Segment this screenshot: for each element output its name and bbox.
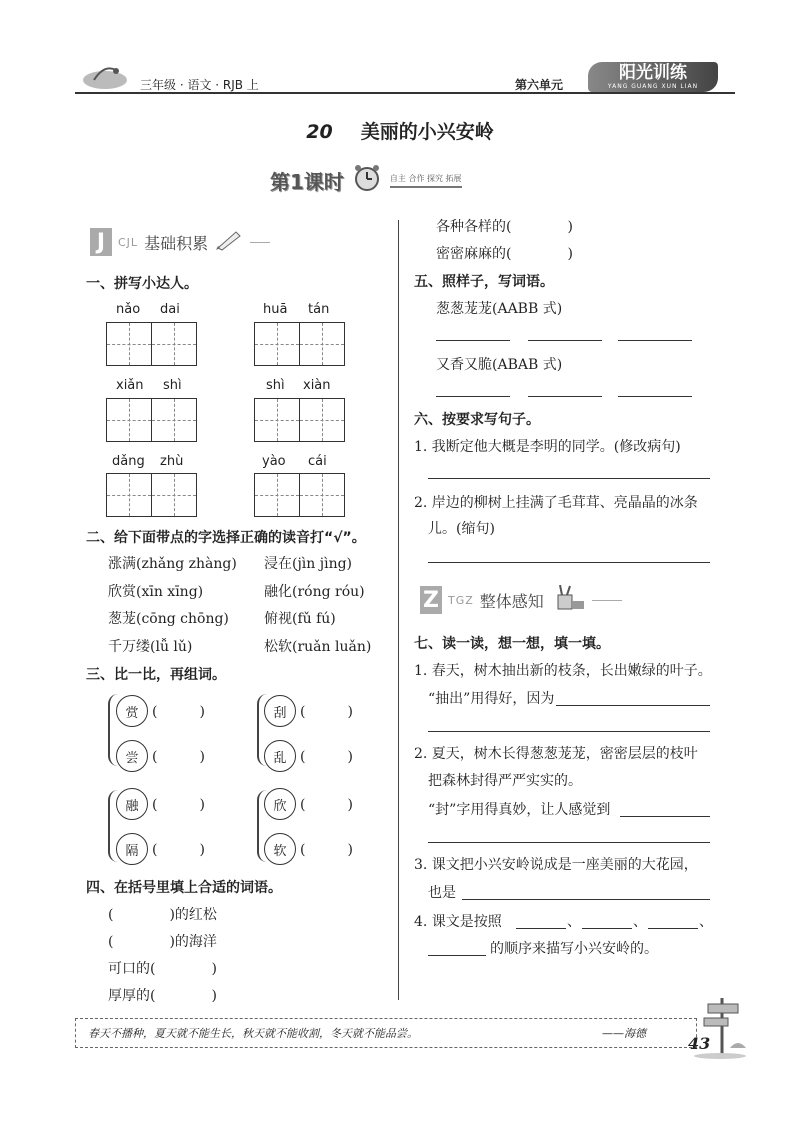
pinyin: dai (160, 302, 180, 317)
page-title: 20 美丽的小兴安岭 (306, 121, 494, 143)
tianzige-input[interactable] (254, 322, 345, 366)
reading-choice[interactable]: 千万缕(lǚ lǔ) (108, 639, 193, 655)
answer-line[interactable] (582, 928, 632, 929)
pinyin: shì (266, 378, 285, 393)
reading-choice[interactable]: 欣赏(xīn xīng) (108, 584, 204, 600)
reading-choice[interactable]: 葱茏(cōng chōng) (108, 611, 229, 627)
apple-char-icon: 尝 (116, 740, 148, 772)
pinyin: nǎo (116, 302, 141, 317)
q6-sentence-2-cont: 儿。(缩句) (428, 521, 495, 537)
q7-item-3-cont: 也是 (428, 885, 456, 901)
q5-title: 五、照样子，写词语。 (414, 274, 554, 290)
apple-char-icon: 欣 (264, 788, 296, 820)
pinyin: xiàn (303, 378, 331, 393)
q5-example-aabb: 葱葱茏茏(AABB 式) (436, 301, 563, 317)
section-overall: Z TGZ 整体感知 (420, 586, 622, 614)
separator: 、 (567, 914, 581, 930)
separator: 、 (699, 914, 713, 930)
header-rule (75, 92, 735, 94)
q5-example-abab: 又香又脆(ABAB 式) (436, 357, 563, 373)
page-number: 43 (688, 1034, 711, 1053)
reading-choice[interactable]: 松软(ruǎn luǎn) (264, 639, 372, 655)
fill-word[interactable]: 可口的( ) (108, 961, 217, 977)
q7-item-2: 2. 夏天，树木长得葱葱茏茏，密密层层的枝叶 (414, 746, 698, 762)
q7-item-1-prompt: “抽出”用得好，因为 (428, 691, 555, 707)
q2-title: 二、给下面带点的字选择正确的读音打“√”。 (86, 530, 366, 546)
q7-item-4: 4. 课文是按照 (414, 914, 502, 930)
answer-line[interactable] (618, 396, 692, 397)
q7-item-3: 3. 课文把小兴安岭说成是一座美丽的大花园， (414, 857, 698, 873)
header-unit: 第六单元 (515, 78, 564, 92)
answer-line[interactable] (428, 562, 710, 563)
answer-line[interactable] (620, 816, 710, 817)
q7-item-4-cont: 的顺序来描写小兴安岭的。 (490, 941, 658, 957)
compose-blank[interactable]: ( ) (300, 842, 353, 858)
tianzige-input[interactable] (106, 398, 197, 442)
q6-title: 六、按要求写句子。 (414, 412, 540, 428)
apple-char-icon: 融 (116, 788, 148, 820)
answer-line[interactable] (618, 340, 692, 341)
signpost-icon (690, 990, 750, 1064)
pinyin: tán (308, 302, 330, 317)
tianzige-input[interactable] (106, 473, 197, 517)
footer-author: ——海德 (602, 1027, 646, 1040)
q7-item-1: 1. 春天，树木抽出新的枝条，长出嫩绿的叶子。 (414, 663, 712, 679)
section-basic: J CJL 基础积累 (90, 228, 270, 256)
q6-sentence-1: 1. 我断定他大概是李明的同学。(修改病句) (414, 439, 681, 455)
q3-title: 三、比一比，再组词。 (86, 667, 226, 683)
alarm-clock-icon (350, 163, 384, 197)
answer-line[interactable] (648, 928, 698, 929)
answer-line[interactable] (436, 340, 510, 341)
fill-word[interactable]: 厚厚的( ) (108, 988, 217, 1004)
apple-char-icon: 隔 (116, 833, 148, 865)
answer-line[interactable] (428, 478, 710, 479)
compose-blank[interactable]: ( ) (300, 797, 353, 813)
q7-item-2-prompt: “封”字用得真妙，让人感觉到 (428, 802, 611, 818)
pinyin: cái (308, 454, 327, 469)
fill-word[interactable]: ( )的海洋 (108, 934, 217, 950)
header-grade: 三年级 · 语文 · RJB 上 (140, 78, 259, 92)
pinyin: shì (163, 378, 182, 393)
q4-title: 四、在括号里填上合适的词语。 (86, 880, 282, 896)
answer-line[interactable] (436, 396, 510, 397)
q7-item-2-cont: 把森林封得严严实实的。 (428, 773, 582, 789)
lesson-period-banner: 第1课时 自主 合作 探究 拓展 (270, 165, 462, 195)
reading-choice[interactable]: 俯视(fǔ fú) (264, 611, 336, 627)
pinyin: zhù (160, 454, 184, 469)
apple-char-icon: 赏 (116, 695, 148, 727)
reading-choice[interactable]: 浸在(jìn jìng) (264, 556, 353, 572)
footer-quote-box (75, 1018, 697, 1048)
separator: 、 (633, 914, 647, 930)
compose-blank[interactable]: ( ) (152, 704, 205, 720)
compose-blank[interactable]: ( ) (152, 749, 205, 765)
answer-line[interactable] (528, 396, 602, 397)
compose-blank[interactable]: ( ) (300, 704, 353, 720)
compose-blank[interactable]: ( ) (152, 842, 205, 858)
reading-choice[interactable]: 涨满(zhǎng zhàng) (108, 556, 237, 572)
answer-line[interactable] (516, 928, 566, 929)
answer-line[interactable] (462, 899, 710, 900)
q6-sentence-2: 2. 岸边的柳树上挂满了毛茸茸、亮晶晶的冰条 (414, 495, 698, 511)
tianzige-input[interactable] (254, 398, 345, 442)
q7-title: 七、读一读，想一想，填一填。 (414, 636, 610, 652)
tianzige-input[interactable] (254, 473, 345, 517)
pen-holder-icon (552, 585, 586, 615)
fill-word[interactable]: 密密麻麻的( ) (436, 246, 573, 262)
compose-blank[interactable]: ( ) (300, 749, 353, 765)
answer-line[interactable] (528, 340, 602, 341)
column-divider (398, 220, 399, 1000)
pinyin: huā (263, 302, 288, 317)
pencil-icon (214, 228, 244, 256)
pinyin: xiǎn (116, 378, 144, 393)
answer-line[interactable] (428, 955, 486, 956)
header-logo-icon (80, 62, 130, 92)
answer-line[interactable] (428, 842, 710, 843)
fill-word[interactable]: 各种各样的( ) (436, 219, 573, 235)
footer-quote: 春天不播种，夏天就不能生长，秋天就不能收割，冬天就不能品尝。 (88, 1027, 418, 1040)
tianzige-input[interactable] (106, 322, 197, 366)
answer-line[interactable] (556, 705, 710, 706)
apple-char-icon: 乱 (264, 740, 296, 772)
pinyin: yào (262, 454, 286, 469)
pinyin: dǎng (112, 454, 145, 469)
answer-line[interactable] (428, 731, 710, 732)
brand-logo: 阳光训练 YANG GUANG XUN LIAN (588, 62, 718, 92)
apple-char-icon: 刮 (264, 695, 296, 727)
fill-word[interactable]: ( )的红松 (108, 907, 217, 923)
compose-blank[interactable]: ( ) (152, 797, 205, 813)
apple-char-icon: 软 (264, 833, 296, 865)
reading-choice[interactable]: 融化(róng róu) (264, 584, 365, 600)
q1-title: 一、拼写小达人。 (86, 276, 198, 292)
